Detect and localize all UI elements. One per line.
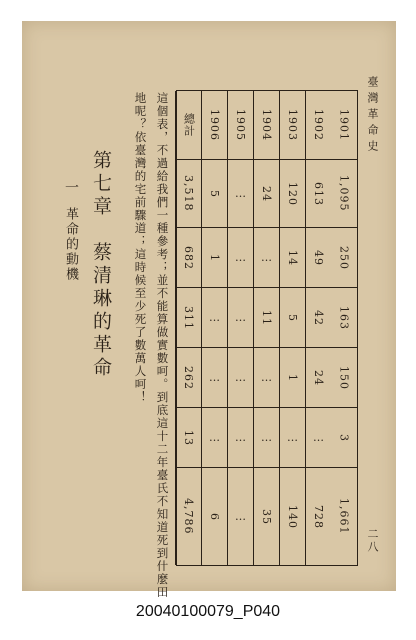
table-cell: …	[202, 407, 227, 467]
table-cell: 1	[280, 347, 305, 407]
table-cell: …	[228, 287, 253, 347]
table-cell: 5	[280, 287, 305, 347]
table-column	[201, 91, 227, 565]
table-cell: 140	[280, 467, 305, 565]
table-cell: 262	[176, 347, 201, 407]
table-cell: 35	[254, 467, 279, 565]
table-cell: 150	[331, 347, 357, 407]
table-cell: 5	[202, 159, 227, 227]
section-title: 革命的動機	[63, 207, 78, 282]
table-cell: …	[306, 407, 331, 467]
table-header-cell: 1901	[337, 109, 351, 141]
table-column	[305, 91, 331, 565]
table-cell: 13	[176, 407, 201, 467]
table-cell: …	[228, 347, 253, 407]
table-cell: 3	[331, 407, 357, 467]
table-cell: 728	[306, 467, 331, 565]
table-cell: …	[202, 347, 227, 407]
table-cell: …	[228, 407, 253, 467]
table-cell: 613	[306, 159, 331, 227]
table-cell: 1,095	[331, 159, 357, 227]
chapter-title: 第七章 蔡清琳的革命	[90, 150, 112, 380]
table-cell: …	[228, 467, 253, 565]
running-header-title: 臺灣革命史	[366, 76, 379, 156]
statistics-table	[176, 90, 358, 566]
table-cell: …	[254, 407, 279, 467]
table-cell: …	[280, 407, 305, 467]
table-cell: …	[228, 227, 253, 287]
table-header-cell: 總計	[182, 113, 196, 137]
table-column	[227, 91, 253, 565]
table-cell: 120	[280, 159, 305, 227]
table-cell: 163	[331, 287, 357, 347]
table-cell: 1,661	[331, 467, 357, 565]
table-cell: 682	[176, 227, 201, 287]
table-cell: 250	[331, 227, 357, 287]
table-cell: 11	[254, 287, 279, 347]
table-cell: 3,518	[176, 159, 201, 227]
table-header-cell: 1902	[312, 109, 325, 141]
image-caption: 20040100079_P040	[135, 603, 281, 620]
table-header-cell: 1905	[234, 109, 247, 141]
table-cell: …	[202, 287, 227, 347]
table-cell: 6	[202, 467, 227, 565]
table-cell: 1	[202, 227, 227, 287]
table-cell: 49	[306, 227, 331, 287]
section-number: 一	[63, 180, 79, 194]
table-cell: 4,786	[176, 467, 201, 565]
table-header-cell: 1903	[286, 109, 299, 141]
table-header-cell: 1906	[208, 109, 221, 141]
page-number: 二八	[366, 528, 379, 554]
table-cell: 24	[254, 159, 279, 227]
table-cell: 24	[306, 347, 331, 407]
table-cell: …	[254, 227, 279, 287]
paragraph-line-2: 地呢？依臺灣的宅前驟道；這時候至少死了數萬人呵！	[133, 92, 148, 404]
paragraph-line-1: 這個表，不過給我們一種參考；並不能算做實數呵。到底這十二年臺氏不知道死到什麼田	[155, 92, 170, 599]
table-column	[175, 91, 201, 565]
table-cell: 311	[176, 287, 201, 347]
table-cell: 42	[306, 287, 331, 347]
table-cell: …	[228, 159, 253, 227]
table-header-cell: 1904	[260, 109, 273, 141]
table-cell: …	[254, 347, 279, 407]
table-column	[331, 91, 357, 565]
table-cell: 14	[280, 227, 305, 287]
table-column	[253, 91, 279, 565]
table-column	[279, 91, 305, 565]
